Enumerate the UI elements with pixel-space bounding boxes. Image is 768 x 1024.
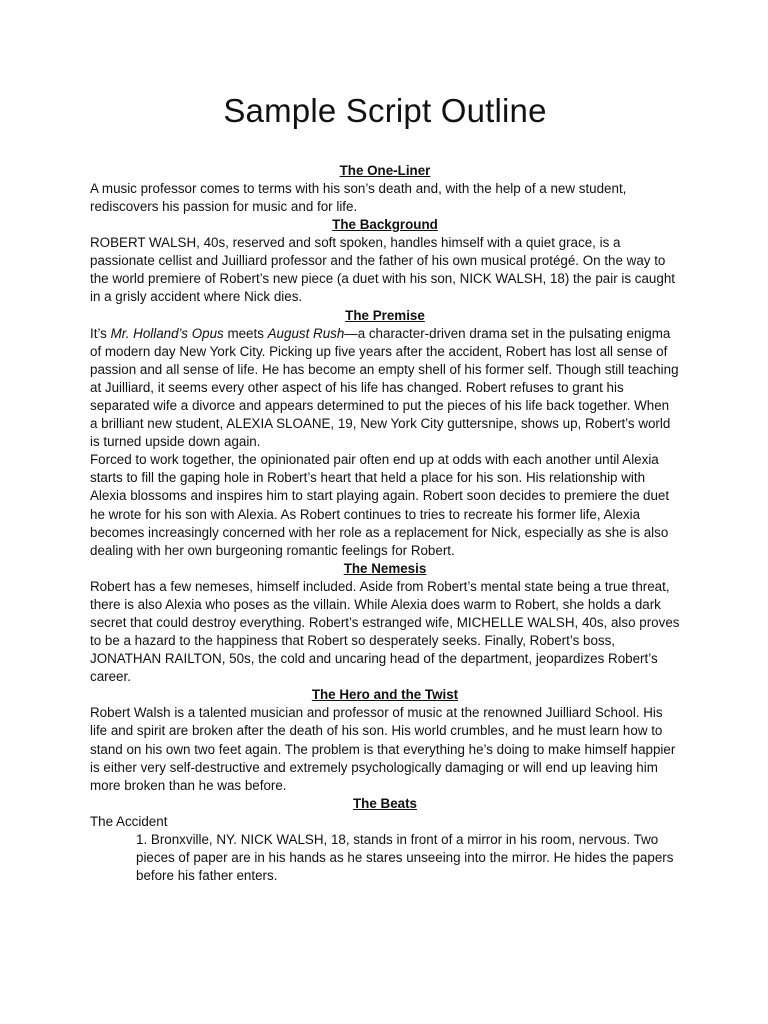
nemesis-text: Robert has a few nemeses, himself included. Aside from Robert’s mental state being a true threat, there is also Alexia who poses as the villain. While Alexia does warm to Robert, she holds a dark secret that could destroy everything. Robert’s estranged wife, MICHELLE WALSH, 40s, also proves to be a hazard to the happiness that Robert so desperately seeks. Finally, Robert’s boss, JONATHAN RAILTON, 50s, the cold and uncaring head of the department, jeopardizes Robert’s career. [90, 578, 680, 685]
premise-text-start: It’s [90, 325, 111, 341]
document-page [90, 0, 680, 885]
page-title: Sample Script Outline [223, 92, 547, 129]
section-heading-nemesis: The Nemesis [343, 560, 427, 576]
section-heading-hero-twist: The Hero and the Twist [311, 687, 459, 703]
one-liner-text: A music professor comes to terms with his son’s death and, with the help of a new student, rediscovers his passion for music and for life. [90, 181, 627, 215]
premise-paragraph-2: Forced to work together, the opinionated pair often end up at odds with each another until Alexia starts to fill the gaping hole in Robert’s heart that held a place for his son. His relationship with Alexia blossoms and inspires him to start playing again. Robert soon decides to premiere the duet he wrote for his son with Alexia. As Robert continues to tries to recreate his former life, Alexia becomes increasingly concerned with her role as a replacement for Nick, especially as she is also dealing with her own burgeoning romantic feelings for Robert. [90, 452, 670, 558]
premise-text-mid: meets [223, 325, 268, 341]
beats-subheading: The Accident [90, 813, 168, 829]
premise-paragraph-1 [90, 325, 680, 452]
section-heading-one-liner: The One-Liner [339, 163, 431, 178]
premise-text-rest: —a character-driven drama set in the pulsating enigma of modern day New York City. Picking up five years after the accident, Robert has lost all sense of passion and all sense of life. He has become an empty shell of his former self. Though still teaching at Juilliard, it seems every other aspect of his life has changed. Robert refuses to grant his separated wife a divorce and appears determined to put the pieces of his life back together. When a brilliant new student, ALEXIA SLOANE, 19, New York City guttersnipe, shows up, Robert’s world is turned upside down again. [90, 325, 679, 450]
premise-film-title-2: August Rush [267, 325, 345, 341]
section-heading-beats: The Beats [353, 795, 417, 811]
section-heading-background: The Background [332, 217, 438, 233]
premise-film-title-1: Mr. Holland’s Opus [110, 325, 224, 341]
background-text: ROBERT WALSH, 40s, reserved and soft spoken, handles himself with a quiet grace, is a passionate cellist and Juilliard professor and the father of his own musical protégé. On the way to the world premiere of Robert’s new piece (a duet with his son, NICK WALSH, 18) the pair is caught in a grisly accident where Nick dies. [90, 235, 675, 305]
section-heading-premise: The Premise [345, 307, 425, 323]
hero-twist-text: Robert Walsh is a talented musician and professor of music at the renowned Juilliard School. His life and spirit are broken after the death of his son. His world crumbles, and he must learn how to stand on his own two feet again. The problem is that everything he’s doing to make himself happier is either very self-destructive and extremely psychologically damaging or will end up leaving him more broken than he was before. [90, 705, 676, 793]
beat-item-1: 1. Bronxville, NY. NICK WALSH, 18, stands in front of a mirror in his room, nervous. Two pieces of paper are in his hands as he stares unseeing into the mirror. He hides the papers before his father enters. [136, 831, 674, 884]
